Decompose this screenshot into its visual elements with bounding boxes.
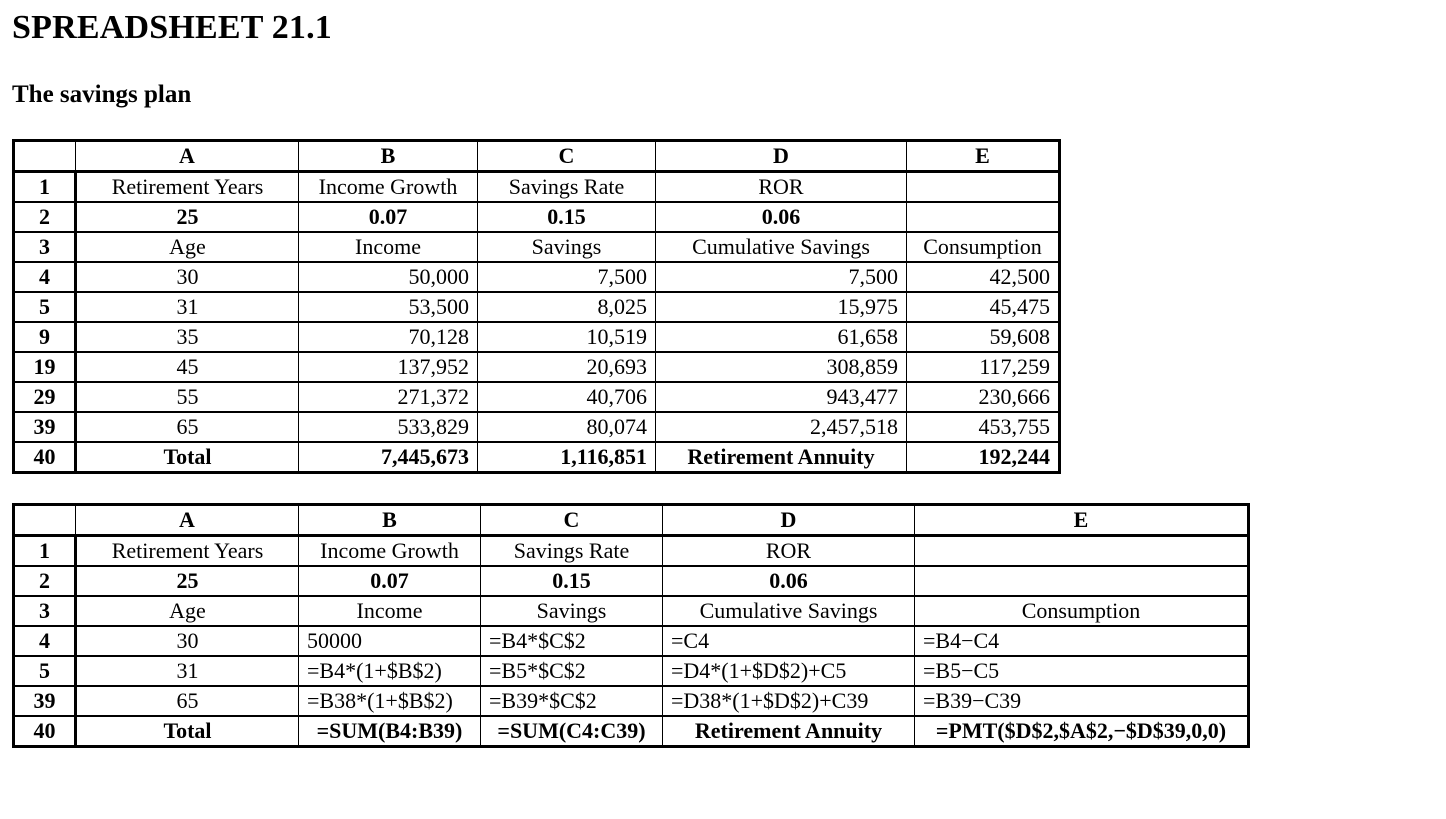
column-header-a: A bbox=[76, 141, 299, 172]
cell-a: 25 bbox=[76, 202, 299, 232]
cell-d: 0.06 bbox=[663, 566, 915, 596]
cell-c: 40,706 bbox=[478, 382, 656, 412]
column-header-e: E bbox=[907, 141, 1060, 172]
cell-a: 31 bbox=[76, 292, 299, 322]
cell-a: Age bbox=[76, 596, 299, 626]
cell-c: 0.15 bbox=[481, 566, 663, 596]
cell-a: 31 bbox=[76, 656, 299, 686]
cell-c: =SUM(C4:C39) bbox=[481, 716, 663, 747]
cell-b: =B4*(1+$B$2) bbox=[299, 656, 481, 686]
table-row bbox=[14, 596, 1249, 626]
cell-c: 20,693 bbox=[478, 352, 656, 382]
cell-d: Cumulative Savings bbox=[656, 232, 907, 262]
cell-e: =B4−C4 bbox=[915, 626, 1249, 656]
cell-d: 7,500 bbox=[656, 262, 907, 292]
table-row bbox=[14, 412, 1060, 442]
column-header-d: D bbox=[663, 505, 915, 536]
column-header-a: A bbox=[76, 505, 299, 536]
cell-b: Income Growth bbox=[299, 536, 481, 567]
cell-d: ROR bbox=[656, 172, 907, 203]
row-number: 1 bbox=[14, 536, 76, 567]
cell-a: Total bbox=[76, 442, 299, 473]
cell-b: 137,952 bbox=[299, 352, 478, 382]
row-number: 3 bbox=[14, 232, 76, 262]
cell-a: 35 bbox=[76, 322, 299, 352]
column-header-row bbox=[14, 141, 1060, 172]
cell-e: 192,244 bbox=[907, 442, 1060, 473]
row-number: 2 bbox=[14, 566, 76, 596]
corner-cell bbox=[14, 141, 76, 172]
row-number: 2 bbox=[14, 202, 76, 232]
cell-b: =SUM(B4:B39) bbox=[299, 716, 481, 747]
cell-b: 0.07 bbox=[299, 566, 481, 596]
cell-b: 0.07 bbox=[299, 202, 478, 232]
cell-c: Savings Rate bbox=[478, 172, 656, 203]
cell-b: 53,500 bbox=[299, 292, 478, 322]
cell-a: 30 bbox=[76, 626, 299, 656]
cell-a: 45 bbox=[76, 352, 299, 382]
cell-d: 943,477 bbox=[656, 382, 907, 412]
column-header-b: B bbox=[299, 505, 481, 536]
cell-e: =B5−C5 bbox=[915, 656, 1249, 686]
row-number: 4 bbox=[14, 626, 76, 656]
column-header-c: C bbox=[478, 141, 656, 172]
cell-b: 7,445,673 bbox=[299, 442, 478, 473]
cell-a: Age bbox=[76, 232, 299, 262]
table-row bbox=[14, 262, 1060, 292]
cell-c: 0.15 bbox=[478, 202, 656, 232]
table-row bbox=[14, 566, 1249, 596]
row-number: 19 bbox=[14, 352, 76, 382]
cell-d: Retirement Annuity bbox=[663, 716, 915, 747]
cell-d: 61,658 bbox=[656, 322, 907, 352]
cell-c: 7,500 bbox=[478, 262, 656, 292]
cell-d: =D4*(1+$D$2)+C5 bbox=[663, 656, 915, 686]
table-row bbox=[14, 202, 1060, 232]
cell-b: Income Growth bbox=[299, 172, 478, 203]
table-row-total bbox=[14, 442, 1060, 473]
cell-d: ROR bbox=[663, 536, 915, 567]
cell-d: 308,859 bbox=[656, 352, 907, 382]
cell-a: Retirement Years bbox=[76, 536, 299, 567]
cell-c: Savings bbox=[478, 232, 656, 262]
cell-e: =PMT($D$2,$A$2,−$D$39,0,0) bbox=[915, 716, 1249, 747]
table-row bbox=[14, 232, 1060, 262]
table-row bbox=[14, 536, 1249, 567]
cell-e: 45,475 bbox=[907, 292, 1060, 322]
cell-d: Cumulative Savings bbox=[663, 596, 915, 626]
cell-a: 65 bbox=[76, 412, 299, 442]
formula-spreadsheet bbox=[12, 503, 1250, 748]
cell-c: 1,116,851 bbox=[478, 442, 656, 473]
cell-e: 42,500 bbox=[907, 262, 1060, 292]
row-number: 39 bbox=[14, 412, 76, 442]
row-number: 29 bbox=[14, 382, 76, 412]
cell-d: 15,975 bbox=[656, 292, 907, 322]
cell-e: 453,755 bbox=[907, 412, 1060, 442]
cell-b: 533,829 bbox=[299, 412, 478, 442]
cell-e bbox=[915, 566, 1249, 596]
cell-c: 80,074 bbox=[478, 412, 656, 442]
page-subtitle: The savings plan bbox=[12, 81, 192, 108]
cell-b: 50000 bbox=[299, 626, 481, 656]
row-number: 40 bbox=[14, 716, 76, 747]
cell-e: 59,608 bbox=[907, 322, 1060, 352]
row-number: 5 bbox=[14, 656, 76, 686]
cell-d: Retirement Annuity bbox=[656, 442, 907, 473]
row-number: 9 bbox=[14, 322, 76, 352]
table-row bbox=[14, 322, 1060, 352]
cell-e: Consumption bbox=[915, 596, 1249, 626]
column-header-d: D bbox=[656, 141, 907, 172]
cell-e: =B39−C39 bbox=[915, 686, 1249, 716]
cell-e bbox=[907, 202, 1060, 232]
table-row bbox=[14, 352, 1060, 382]
cell-b: Income bbox=[299, 232, 478, 262]
cell-b: 271,372 bbox=[299, 382, 478, 412]
cell-a: Retirement Years bbox=[76, 172, 299, 203]
values-spreadsheet bbox=[12, 139, 1061, 474]
table-row bbox=[14, 626, 1249, 656]
page-title: SPREADSHEET 21.1 bbox=[12, 9, 332, 46]
cell-c: =B4*$C$2 bbox=[481, 626, 663, 656]
table-row-total bbox=[14, 716, 1249, 747]
row-number: 1 bbox=[14, 172, 76, 203]
column-header-c: C bbox=[481, 505, 663, 536]
cell-e: 117,259 bbox=[907, 352, 1060, 382]
cell-e: 230,666 bbox=[907, 382, 1060, 412]
corner-cell bbox=[14, 505, 76, 536]
cell-a: 55 bbox=[76, 382, 299, 412]
cell-a: 30 bbox=[76, 262, 299, 292]
cell-b: Income bbox=[299, 596, 481, 626]
row-number: 40 bbox=[14, 442, 76, 473]
cell-d: 0.06 bbox=[656, 202, 907, 232]
row-number: 39 bbox=[14, 686, 76, 716]
cell-c: =B5*$C$2 bbox=[481, 656, 663, 686]
column-header-row bbox=[14, 505, 1249, 536]
column-header-e: E bbox=[915, 505, 1249, 536]
cell-e: Consumption bbox=[907, 232, 1060, 262]
table-row bbox=[14, 656, 1249, 686]
cell-d: =D38*(1+$D$2)+C39 bbox=[663, 686, 915, 716]
cell-c: 10,519 bbox=[478, 322, 656, 352]
cell-a: 25 bbox=[76, 566, 299, 596]
row-number: 4 bbox=[14, 262, 76, 292]
cell-d: =C4 bbox=[663, 626, 915, 656]
table-row bbox=[14, 172, 1060, 203]
cell-c: Savings bbox=[481, 596, 663, 626]
table-row bbox=[14, 382, 1060, 412]
cell-b: 50,000 bbox=[299, 262, 478, 292]
cell-c: 8,025 bbox=[478, 292, 656, 322]
cell-e bbox=[915, 536, 1249, 567]
cell-b: =B38*(1+$B$2) bbox=[299, 686, 481, 716]
cell-c: Savings Rate bbox=[481, 536, 663, 567]
column-header-b: B bbox=[299, 141, 478, 172]
cell-a: Total bbox=[76, 716, 299, 747]
cell-b: 70,128 bbox=[299, 322, 478, 352]
table-row bbox=[14, 686, 1249, 716]
cell-c: =B39*$C$2 bbox=[481, 686, 663, 716]
row-number: 3 bbox=[14, 596, 76, 626]
row-number: 5 bbox=[14, 292, 76, 322]
cell-e bbox=[907, 172, 1060, 203]
table-row bbox=[14, 292, 1060, 322]
cell-a: 65 bbox=[76, 686, 299, 716]
cell-d: 2,457,518 bbox=[656, 412, 907, 442]
